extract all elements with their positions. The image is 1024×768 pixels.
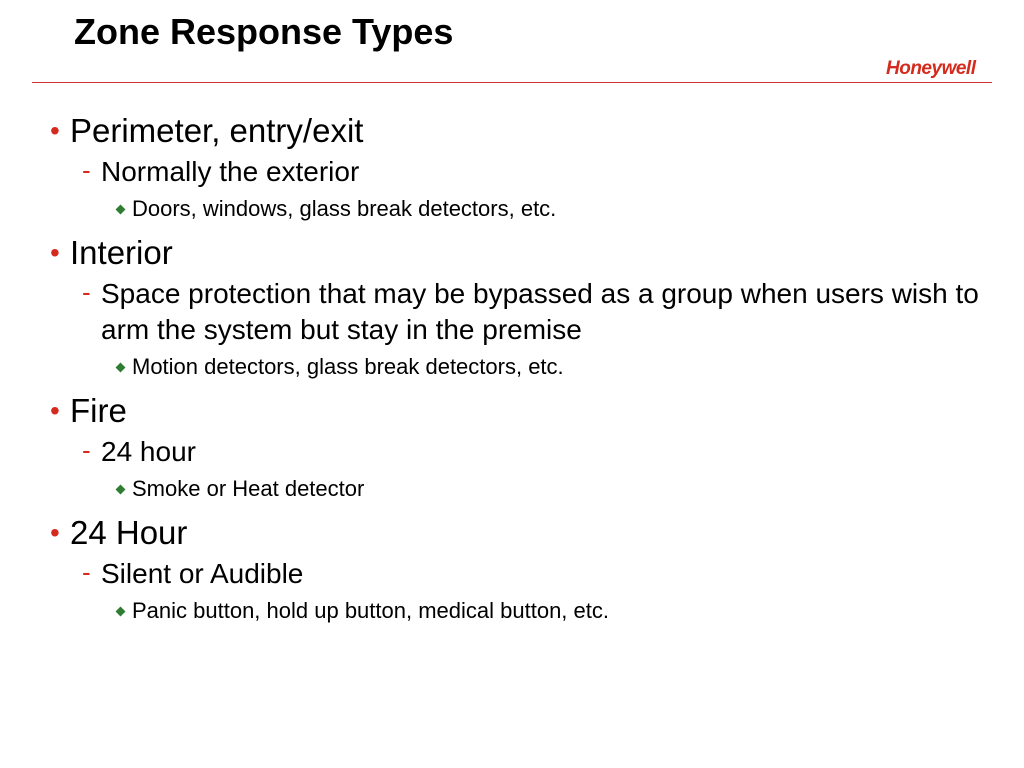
detail-bullet-label: Doors, windows, glass break detectors, etc. (132, 196, 557, 221)
sub-bullet-item (82, 434, 980, 470)
detail-bullet-label: Motion detectors, glass break detectors, etc. (132, 354, 564, 379)
sub-bullet-label: Space protection that may be bypassed as a group when users wish to arm the system but stay in the premise (101, 278, 979, 345)
diamond-icon (114, 596, 132, 626)
bullet-item (50, 390, 980, 432)
detail-bullet-item (114, 474, 980, 504)
diamond-icon (114, 474, 132, 504)
dash-icon: - (82, 277, 91, 307)
bullet-label: Interior (70, 234, 173, 271)
detail-bullet-item (114, 596, 980, 626)
bullet-icon: • (50, 395, 60, 426)
bullet-icon: • (50, 237, 60, 268)
sub-bullet-item (82, 276, 980, 348)
bullet-icon: • (50, 115, 60, 146)
honeywell-logo: Honeywell (886, 58, 976, 79)
sub-bullet-label: Normally the exterior (101, 156, 360, 187)
detail-bullet-label: Smoke or Heat detector (132, 476, 365, 501)
bullet-list (50, 110, 980, 626)
dash-icon: - (82, 557, 91, 587)
sub-bullet-label: Silent or Audible (101, 558, 304, 589)
sub-bullet-label: 24 hour (101, 436, 196, 467)
bullet-item (50, 512, 980, 554)
title-divider (32, 82, 992, 83)
diamond-icon (114, 194, 132, 224)
detail-bullet-item (114, 352, 980, 382)
dash-icon: - (82, 155, 91, 185)
bullet-item (50, 110, 980, 152)
bullet-icon: • (50, 517, 60, 548)
diamond-icon (114, 352, 132, 382)
sub-bullet-item (82, 556, 980, 592)
bullet-label: Perimeter, entry/exit (70, 112, 364, 149)
detail-bullet-item (114, 194, 980, 224)
dash-icon: - (82, 435, 91, 465)
slide-title: Zone Response Types (74, 11, 454, 52)
detail-bullet-label: Panic button, hold up button, medical button, etc. (132, 598, 609, 623)
bullet-item (50, 232, 980, 274)
bullet-label: Fire (70, 392, 127, 429)
sub-bullet-item (82, 154, 980, 190)
bullet-label: 24 Hour (70, 514, 188, 551)
